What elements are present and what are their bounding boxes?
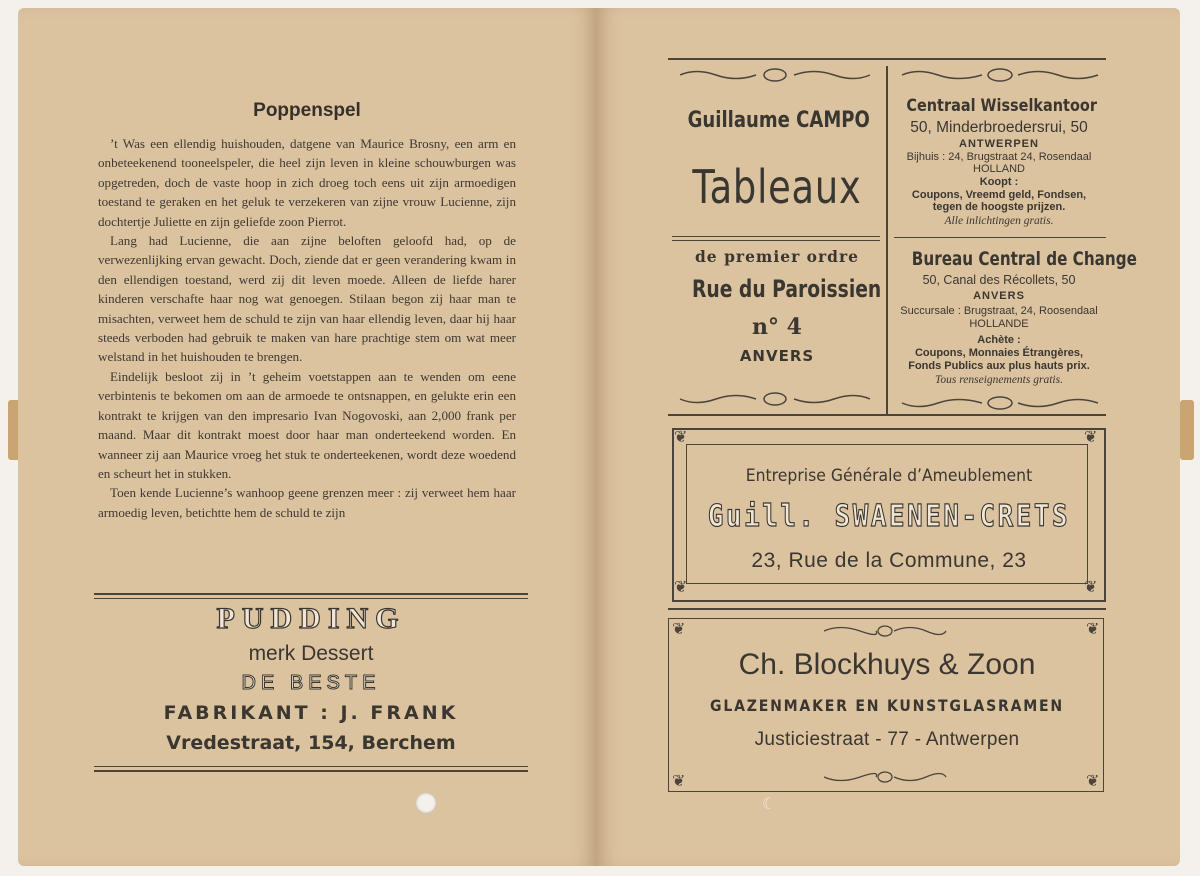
binding-tab-right	[1180, 400, 1194, 460]
wisselkantoor-branch: Bijhuis : 24, Brugstraat 24, Rosendaal	[906, 151, 1092, 163]
campo-city: ANVERS	[739, 347, 815, 365]
campo-street: Rue du Paroissien	[691, 275, 882, 303]
bureau-change-title: Bureau Central de Change	[911, 248, 1137, 270]
story-paragraph: Eindelijk besloot zij in ’t geheim voetstappen aan te wenden om eene verbintenis te bekomen om aan de armoede te ontsnappen, en gelukte erin een kontrakt te krijgen van den impresario Ivan Nogovoski, aan 2,000 frank per maand. Maar dit kontrakt moest door haar man onderteekend worden. En wanneer zij aan Maurice vroeg het stuk te onderteekenen, wordt deze woedend en scheurt het in stukken.	[98, 368, 516, 481]
corner-ornament-icon: ❦	[1086, 773, 1100, 790]
bureau-change-buys-label: Achète :	[977, 334, 1021, 346]
wisselkantoor-info: Alle inlichtingen gratis.	[944, 215, 1054, 227]
swaenen-line-3: 23, Rue de la Commune, 23	[751, 549, 1027, 572]
pudding-tagline: DE BESTE	[241, 672, 381, 694]
campo-quality: de premier ordre	[694, 247, 860, 266]
campo-product: Tableaux	[692, 160, 862, 214]
corner-ornament-icon: ❦	[1086, 621, 1100, 638]
wisselkantoor-title: Centraal Wisselkantoor	[906, 96, 1097, 116]
pudding-bottom-rule-thin	[94, 766, 528, 767]
swaenen-line-2: Guill. SWAENEN-CRETS	[707, 499, 1071, 534]
story-paragraph: Lang had Lucienne, die aan zijne beloften geloofd had, op de verwezenlijking ervan gewacht. Doch, ziende dat er geen verandering kwam in den ellendigen toestand, werd zij dit leven moede. Alleen de liefde harer kinderen verschafte haar nog wat genoegen. Stilaan begon zij haar man te misachten, verweet hem de schuld te zijn van haar ellendig leven, daar hij haar steeds verboden had gebruik te maken van hare prachtige stem om wat meer welstand in het huishouden te brengen.	[98, 233, 516, 365]
ad-blockhuys	[668, 0, 1137, 800]
pudding-bottom-rule	[94, 770, 528, 772]
blockhuys-line-2: GLAZENMAKER EN KUNSTGLASRAMEN	[710, 696, 1064, 715]
bureau-change-info: Tous renseignements gratis.	[935, 374, 1063, 386]
pudding-maker: FABRIKANT : J. FRANK	[163, 702, 459, 724]
moon-ornament-icon: ☾	[762, 796, 777, 813]
wisselkantoor-address: 50, Minderbroedersrui, 50	[910, 119, 1088, 136]
story-title: Poppenspel	[253, 100, 361, 121]
corner-ornament-icon: ❦	[1084, 429, 1098, 446]
campo-name: Guillaume CAMPO	[687, 108, 870, 133]
bureau-change-buys-terms: Fonds Publics aux plus hauts prix.	[908, 360, 1090, 372]
corner-ornament-icon: ❦	[674, 579, 688, 596]
swaenen-line-1: Entreprise Générale d’Ameublement	[745, 466, 1033, 486]
corner-ornament-icon: ❦	[672, 621, 686, 638]
bureau-change-city: ANVERS	[973, 290, 1025, 302]
story-section	[98, 100, 516, 522]
wisselkantoor-buys-items: Coupons, Vreemd geld, Fondsen,	[911, 189, 1087, 201]
corner-ornament-icon: ❦	[674, 429, 688, 446]
pudding-address: Vredestraat, 154, Berchem	[166, 732, 456, 754]
pudding-title: PUDDING	[216, 602, 406, 635]
corner-ornament-icon: ❦	[672, 773, 686, 790]
story-paragraph: ’t Was een ellendig huishouden, datgene van Maurice Brosny, een arm en onbeteekenend tooneelspeler, die heel zijn leven in kleine schouwburgen was opgetreden, doch de vaste hoop in zich droeg toch eens uit zijn armoedigen toestand te geraken en het geluk te verzekeren van zijne vrouw Lucienne, zijn dochtertje Juliette en zijn geliefde zoon Pierrot.	[98, 136, 516, 229]
pudding-subtitle: merk Dessert	[248, 642, 374, 665]
bureau-change-buys-items: Coupons, Monnaies Étrangères,	[914, 347, 1084, 359]
blockhuys-line-1: Ch. Blockhuys & Zoon	[738, 648, 1036, 681]
punch-hole-left	[415, 792, 437, 814]
bureau-change-address: 50, Canal des Récollets, 50	[922, 273, 1076, 287]
blockhuys-line-3: Justiciestraat - 77 - Antwerpen	[754, 729, 1020, 750]
wisselkantoor-buys-label: Koopt :	[979, 176, 1019, 188]
campo-number: n° 4	[752, 314, 802, 340]
wisselkantoor-city: ANTWERPEN	[959, 138, 1039, 150]
bureau-change-branch: Succursale : Brugstraat, 24, Roosendaal	[900, 305, 1098, 317]
wisselkantoor-buys-terms: tegen de hoogste prijzen.	[932, 201, 1066, 213]
ad-pudding	[94, 594, 528, 774]
wisselkantoor-branch-country: HOLLAND	[973, 163, 1025, 175]
story-paragraph: Toen kende Lucienne’s wanhoop geene grenzen meer : zij verweet hem haar armoedig leven, betichtte hem de schuld te zijn	[98, 485, 516, 520]
corner-ornament-icon: ❦	[1084, 579, 1098, 596]
bureau-change-branch-country: HOLLANDE	[969, 318, 1029, 330]
